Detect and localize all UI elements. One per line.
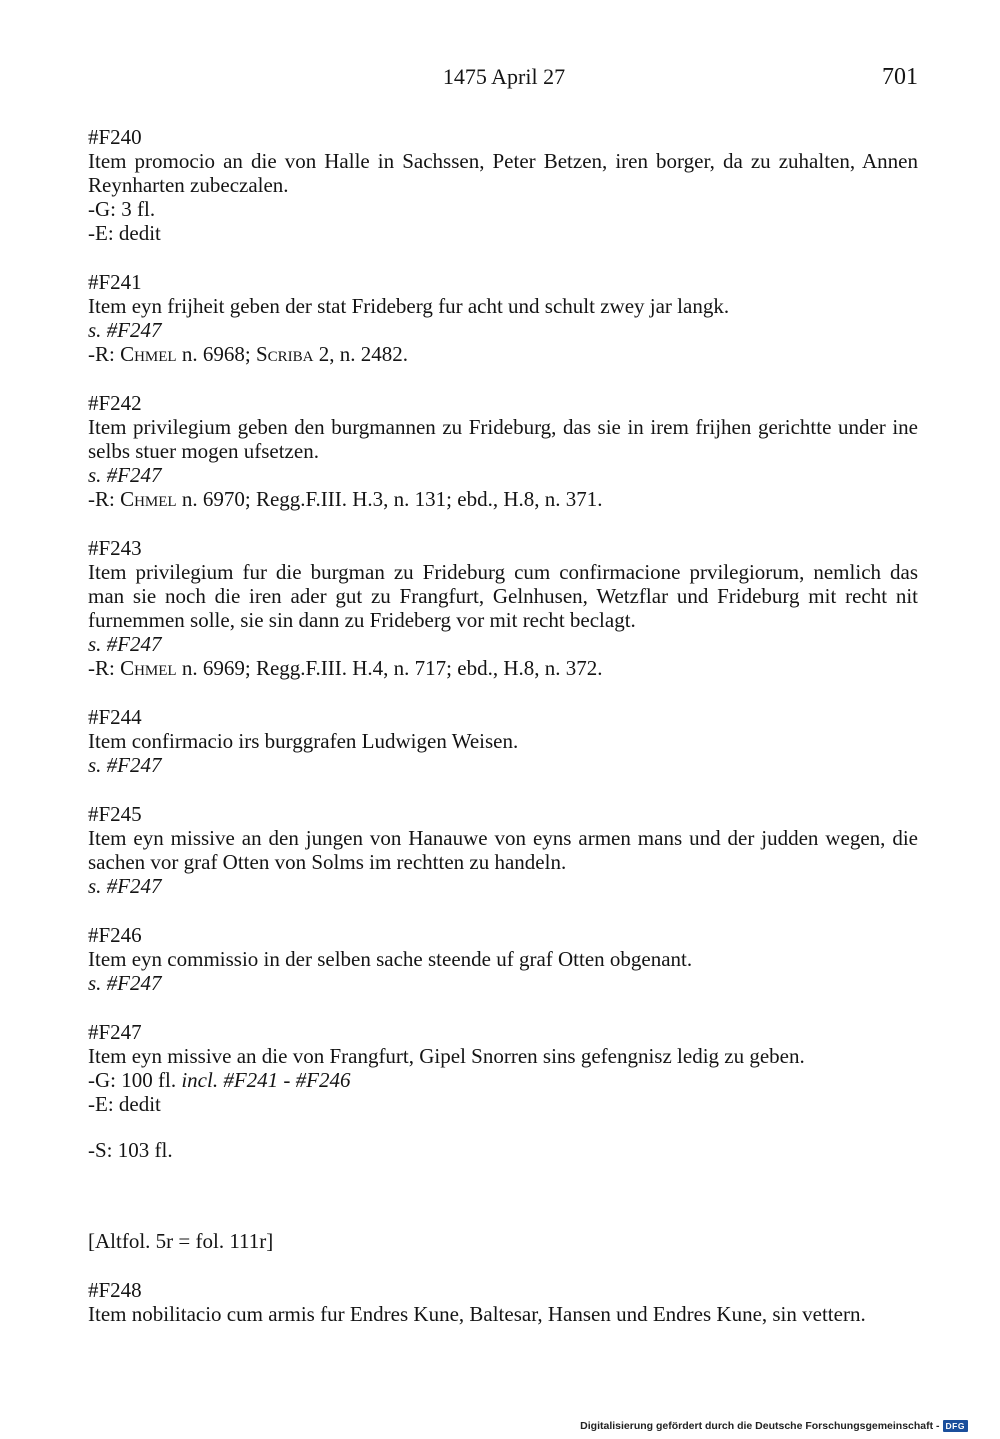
- entry-id: #F244: [88, 705, 142, 729]
- entry-text: Item eyn frijheit geben der stat Frideberg fur acht und schult zwey jar langk.: [88, 294, 730, 318]
- entry-references: -R: Chmel n. 6968; Scriba 2, n. 2482.: [88, 342, 408, 366]
- entry-f242: [88, 391, 918, 511]
- entry-f248: [88, 1278, 918, 1326]
- entry-id: #F246: [88, 923, 142, 947]
- entry-references: -R: Chmel n. 6970; Regg.F.III. H.3, n. 131; ebd., H.8, n. 371.: [88, 487, 603, 511]
- document-body: [88, 125, 918, 1351]
- entry-cross-reference: s. #F247: [88, 632, 162, 656]
- running-title: 1475 April 27: [442, 64, 566, 89]
- dfg-logo: DFG: [943, 1420, 968, 1432]
- entry-text: Item privilegium fur die burgman zu Frideburg cum confirmacione prvilegiorum, nemlich das man sie noch die iren ader gut zu Frangfurt, Gelnhusen, Wetzflar und Frideburg mit recht nit furnemmen solle, sie sin dann zu Frideberg vor mit recht beclagt.: [88, 560, 918, 632]
- entry-cross-reference: s. #F247: [88, 463, 162, 487]
- entry-text: Item confirmacio irs burggrafen Ludwigen Weisen.: [88, 729, 519, 753]
- entry-f244: [88, 705, 918, 777]
- sum-total: -S: 103 fl.: [88, 1138, 173, 1162]
- entry-f241: [88, 270, 918, 366]
- entry-id: #F245: [88, 802, 142, 826]
- credit-text: Digitalisierung gefördert durch die Deutsche Forschungsgemeinschaft -: [580, 1420, 940, 1432]
- entry-payment: -E: dedit: [88, 1092, 161, 1116]
- entry-text: Item eyn missive an die von Frangfurt, Gipel Snorren sins gefengnisz ledig zu geben.: [88, 1044, 805, 1068]
- entry-id: #F247: [88, 1020, 142, 1044]
- entry-id: #F248: [88, 1278, 142, 1302]
- entry-id: #F240: [88, 125, 142, 149]
- entry-cross-reference: s. #F247: [88, 971, 162, 995]
- entry-id: #F241: [88, 270, 142, 294]
- digitization-credit: [580, 1420, 968, 1432]
- entry-payment: -E: dedit: [88, 221, 161, 245]
- entry-id: #F243: [88, 536, 142, 560]
- page-number: 701: [882, 64, 918, 90]
- entry-f243: [88, 536, 918, 680]
- entry-text: Item privilegium geben den burgmannen zu Frideburg, das sie in irem frijhen gerichtte under ine selbs stuer mogen ufsetzen.: [88, 415, 918, 463]
- entry-f247: [88, 1020, 918, 1162]
- entry-text: Item eyn missive an den jungen von Hanauwe von eyns armen mans und der judden wegen, die sachen vor graf Otten von Solms im rechtten zu handeln.: [88, 826, 918, 874]
- entry-text: Item eyn commissio in der selben sache steende uf graf Otten obgenant.: [88, 947, 693, 971]
- entry-id: #F242: [88, 391, 142, 415]
- entry-f245: [88, 802, 918, 898]
- entry-f240: [88, 125, 918, 245]
- entry-text: Item nobilitacio cum armis fur Endres Kune, Baltesar, Hansen und Endres Kune, sin vettern.: [88, 1302, 866, 1326]
- entry-amount: -G: 100 fl. incl. #F241 - #F246: [88, 1068, 351, 1092]
- entry-amount: -G: 3 fl.: [88, 197, 156, 221]
- entry-text: Item promocio an die von Halle in Sachssen, Peter Betzen, iren borger, da zu zuhalten, Annen Reynharten zubeczalen.: [88, 149, 918, 197]
- entry-cross-reference: s. #F247: [88, 874, 162, 898]
- entry-cross-reference: s. #F247: [88, 318, 162, 342]
- running-header: [88, 64, 920, 94]
- folio-marker: [Altfol. 5r = fol. 111r]: [88, 1229, 274, 1253]
- entry-f246: [88, 923, 918, 995]
- entry-references: -R: Chmel n. 6969; Regg.F.III. H.4, n. 717; ebd., H.8, n. 372.: [88, 656, 603, 680]
- entry-cross-reference: s. #F247: [88, 753, 162, 777]
